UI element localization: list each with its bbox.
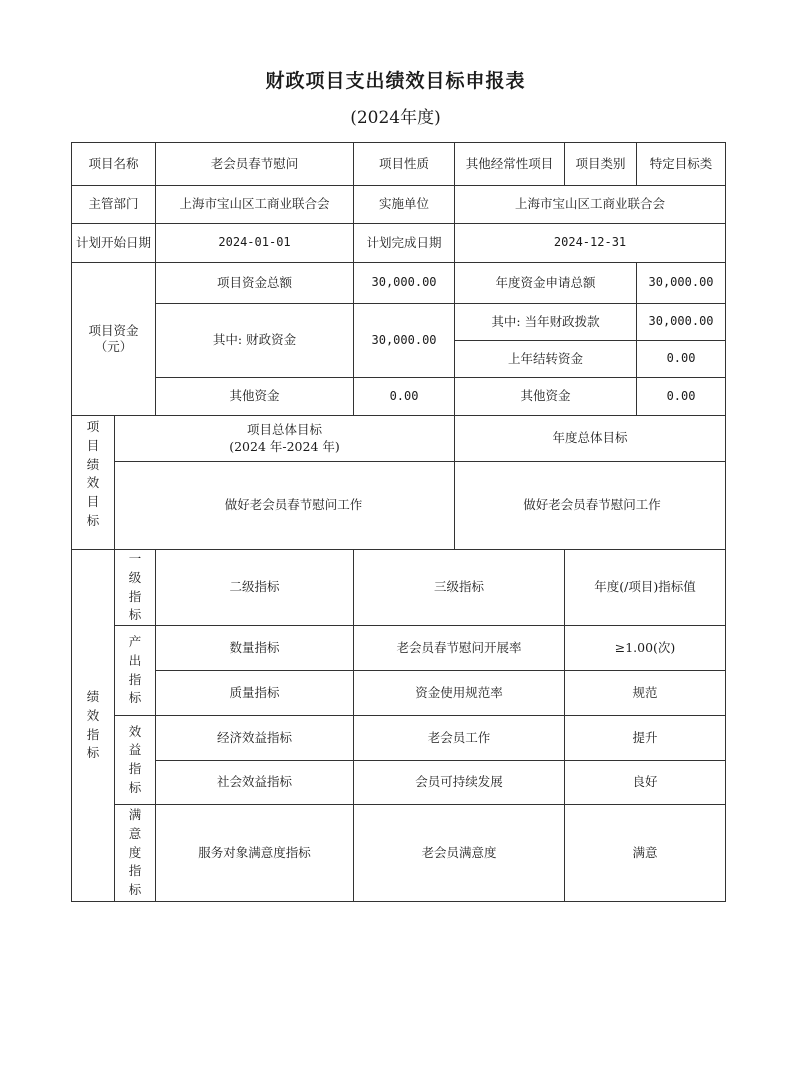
carryover-value: 0.00 bbox=[637, 341, 726, 378]
other-funds-label-2: 其他资金 bbox=[455, 378, 637, 416]
overall-goal-header bbox=[115, 416, 455, 462]
other-funds-value-2: 0.00 bbox=[637, 378, 726, 416]
project-category-value: 特定目标类 bbox=[637, 143, 726, 186]
value-header: 年度(/项目)指标值 bbox=[565, 550, 726, 626]
annual-funds-value: 30,000.00 bbox=[637, 263, 726, 304]
overall-goal-title: 项目总体目标 bbox=[247, 422, 323, 438]
unit-value: 上海市宝山区工商业联合会 bbox=[455, 186, 726, 224]
level1-satisfaction-text: 满意度指标 bbox=[128, 807, 142, 898]
level2-header: 二级指标 bbox=[156, 550, 354, 626]
level3-cell: 资金使用规范率 bbox=[354, 671, 565, 716]
subtitle-year: 2024 bbox=[356, 108, 401, 128]
level3-cell: 老会员春节慰问开展率 bbox=[354, 626, 565, 671]
end-date-label: 计划完成日期 bbox=[354, 224, 455, 263]
carryover-label: 上年结转资金 bbox=[455, 341, 637, 378]
indicator-row bbox=[72, 716, 726, 761]
subtitle-close: ) bbox=[434, 108, 441, 128]
annual-goal-text: 做好老会员春节慰问工作 bbox=[455, 462, 726, 550]
level3-cell: 会员可持续发展 bbox=[354, 761, 565, 805]
start-date-value: 2024-01-01 bbox=[156, 224, 354, 263]
project-nature-value: 其他经常性项目 bbox=[455, 143, 565, 186]
level1-output bbox=[115, 626, 156, 716]
current-year-value: 30,000.00 bbox=[637, 304, 726, 341]
level3-cell: 老会员满意度 bbox=[354, 805, 565, 902]
annual-goal-header: 年度总体目标 bbox=[455, 416, 726, 462]
level2-cell: 经济效益指标 bbox=[156, 716, 354, 761]
indicator-row bbox=[72, 671, 726, 716]
value-cell: 满意 bbox=[565, 805, 726, 902]
unit-label: 实施单位 bbox=[354, 186, 455, 224]
level2-cell: 社会效益指标 bbox=[156, 761, 354, 805]
total-funds-value: 30,000.00 bbox=[354, 263, 455, 304]
indicator-row bbox=[72, 626, 726, 671]
project-name-value: 老会员春节慰问 bbox=[156, 143, 354, 186]
end-date-value: 2024-12-31 bbox=[455, 224, 726, 263]
dept-label: 主管部门 bbox=[72, 186, 156, 224]
goals-label bbox=[72, 416, 115, 550]
level2-cell: 数量指标 bbox=[156, 626, 354, 671]
performance-form-table bbox=[71, 142, 726, 902]
level1-benefit bbox=[115, 716, 156, 805]
level2-cell: 质量指标 bbox=[156, 671, 354, 716]
other-funds-label: 其他资金 bbox=[156, 378, 354, 416]
goals-label-text: 项目绩效目标 bbox=[86, 419, 100, 528]
subtitle-open: ( bbox=[350, 108, 357, 128]
overall-goal-text: 做好老会员春节慰问工作 bbox=[115, 462, 455, 550]
value-cell: 规范 bbox=[565, 671, 726, 716]
level1-output-text: 产出指标 bbox=[128, 634, 142, 706]
indicator-row bbox=[72, 761, 726, 805]
level1-header-text: 一级指标 bbox=[128, 551, 142, 623]
level2-cell: 服务对象满意度指标 bbox=[156, 805, 354, 902]
indicators-label-text: 绩效指标 bbox=[86, 689, 100, 761]
subtitle-suffix: 年度 bbox=[400, 108, 435, 128]
level1-benefit-text: 效益指标 bbox=[128, 723, 142, 795]
overall-goal-period: (2024 年-2024 年) bbox=[229, 438, 340, 454]
value-cell: ≥1.00(次) bbox=[565, 626, 726, 671]
value-cell: 良好 bbox=[565, 761, 726, 805]
indicator-row bbox=[72, 805, 726, 902]
indicators-label bbox=[72, 550, 115, 902]
other-funds-value: 0.00 bbox=[354, 378, 455, 416]
project-name-label: 项目名称 bbox=[72, 143, 156, 186]
current-year-label: 其中: 当年财政拨款 bbox=[455, 304, 637, 341]
form-subtitle bbox=[0, 103, 791, 128]
annual-funds-label: 年度资金申请总额 bbox=[455, 263, 637, 304]
start-date-label: 计划开始日期 bbox=[72, 224, 156, 263]
level1-satisfaction bbox=[115, 805, 156, 902]
form-title: 财政项目支出绩效目标申报表 bbox=[265, 70, 526, 92]
fiscal-funds-value: 30,000.00 bbox=[354, 304, 455, 378]
level1-header bbox=[115, 550, 156, 626]
project-nature-label: 项目性质 bbox=[354, 143, 455, 186]
level3-header: 三级指标 bbox=[354, 550, 565, 626]
funds-label: 项目资金（元） bbox=[72, 263, 156, 416]
level3-cell: 老会员工作 bbox=[354, 716, 565, 761]
dept-value: 上海市宝山区工商业联合会 bbox=[156, 186, 354, 224]
project-category-label: 项目类别 bbox=[565, 143, 637, 186]
total-funds-label: 项目资金总额 bbox=[156, 263, 354, 304]
fiscal-funds-label: 其中: 财政资金 bbox=[156, 304, 354, 378]
value-cell: 提升 bbox=[565, 716, 726, 761]
